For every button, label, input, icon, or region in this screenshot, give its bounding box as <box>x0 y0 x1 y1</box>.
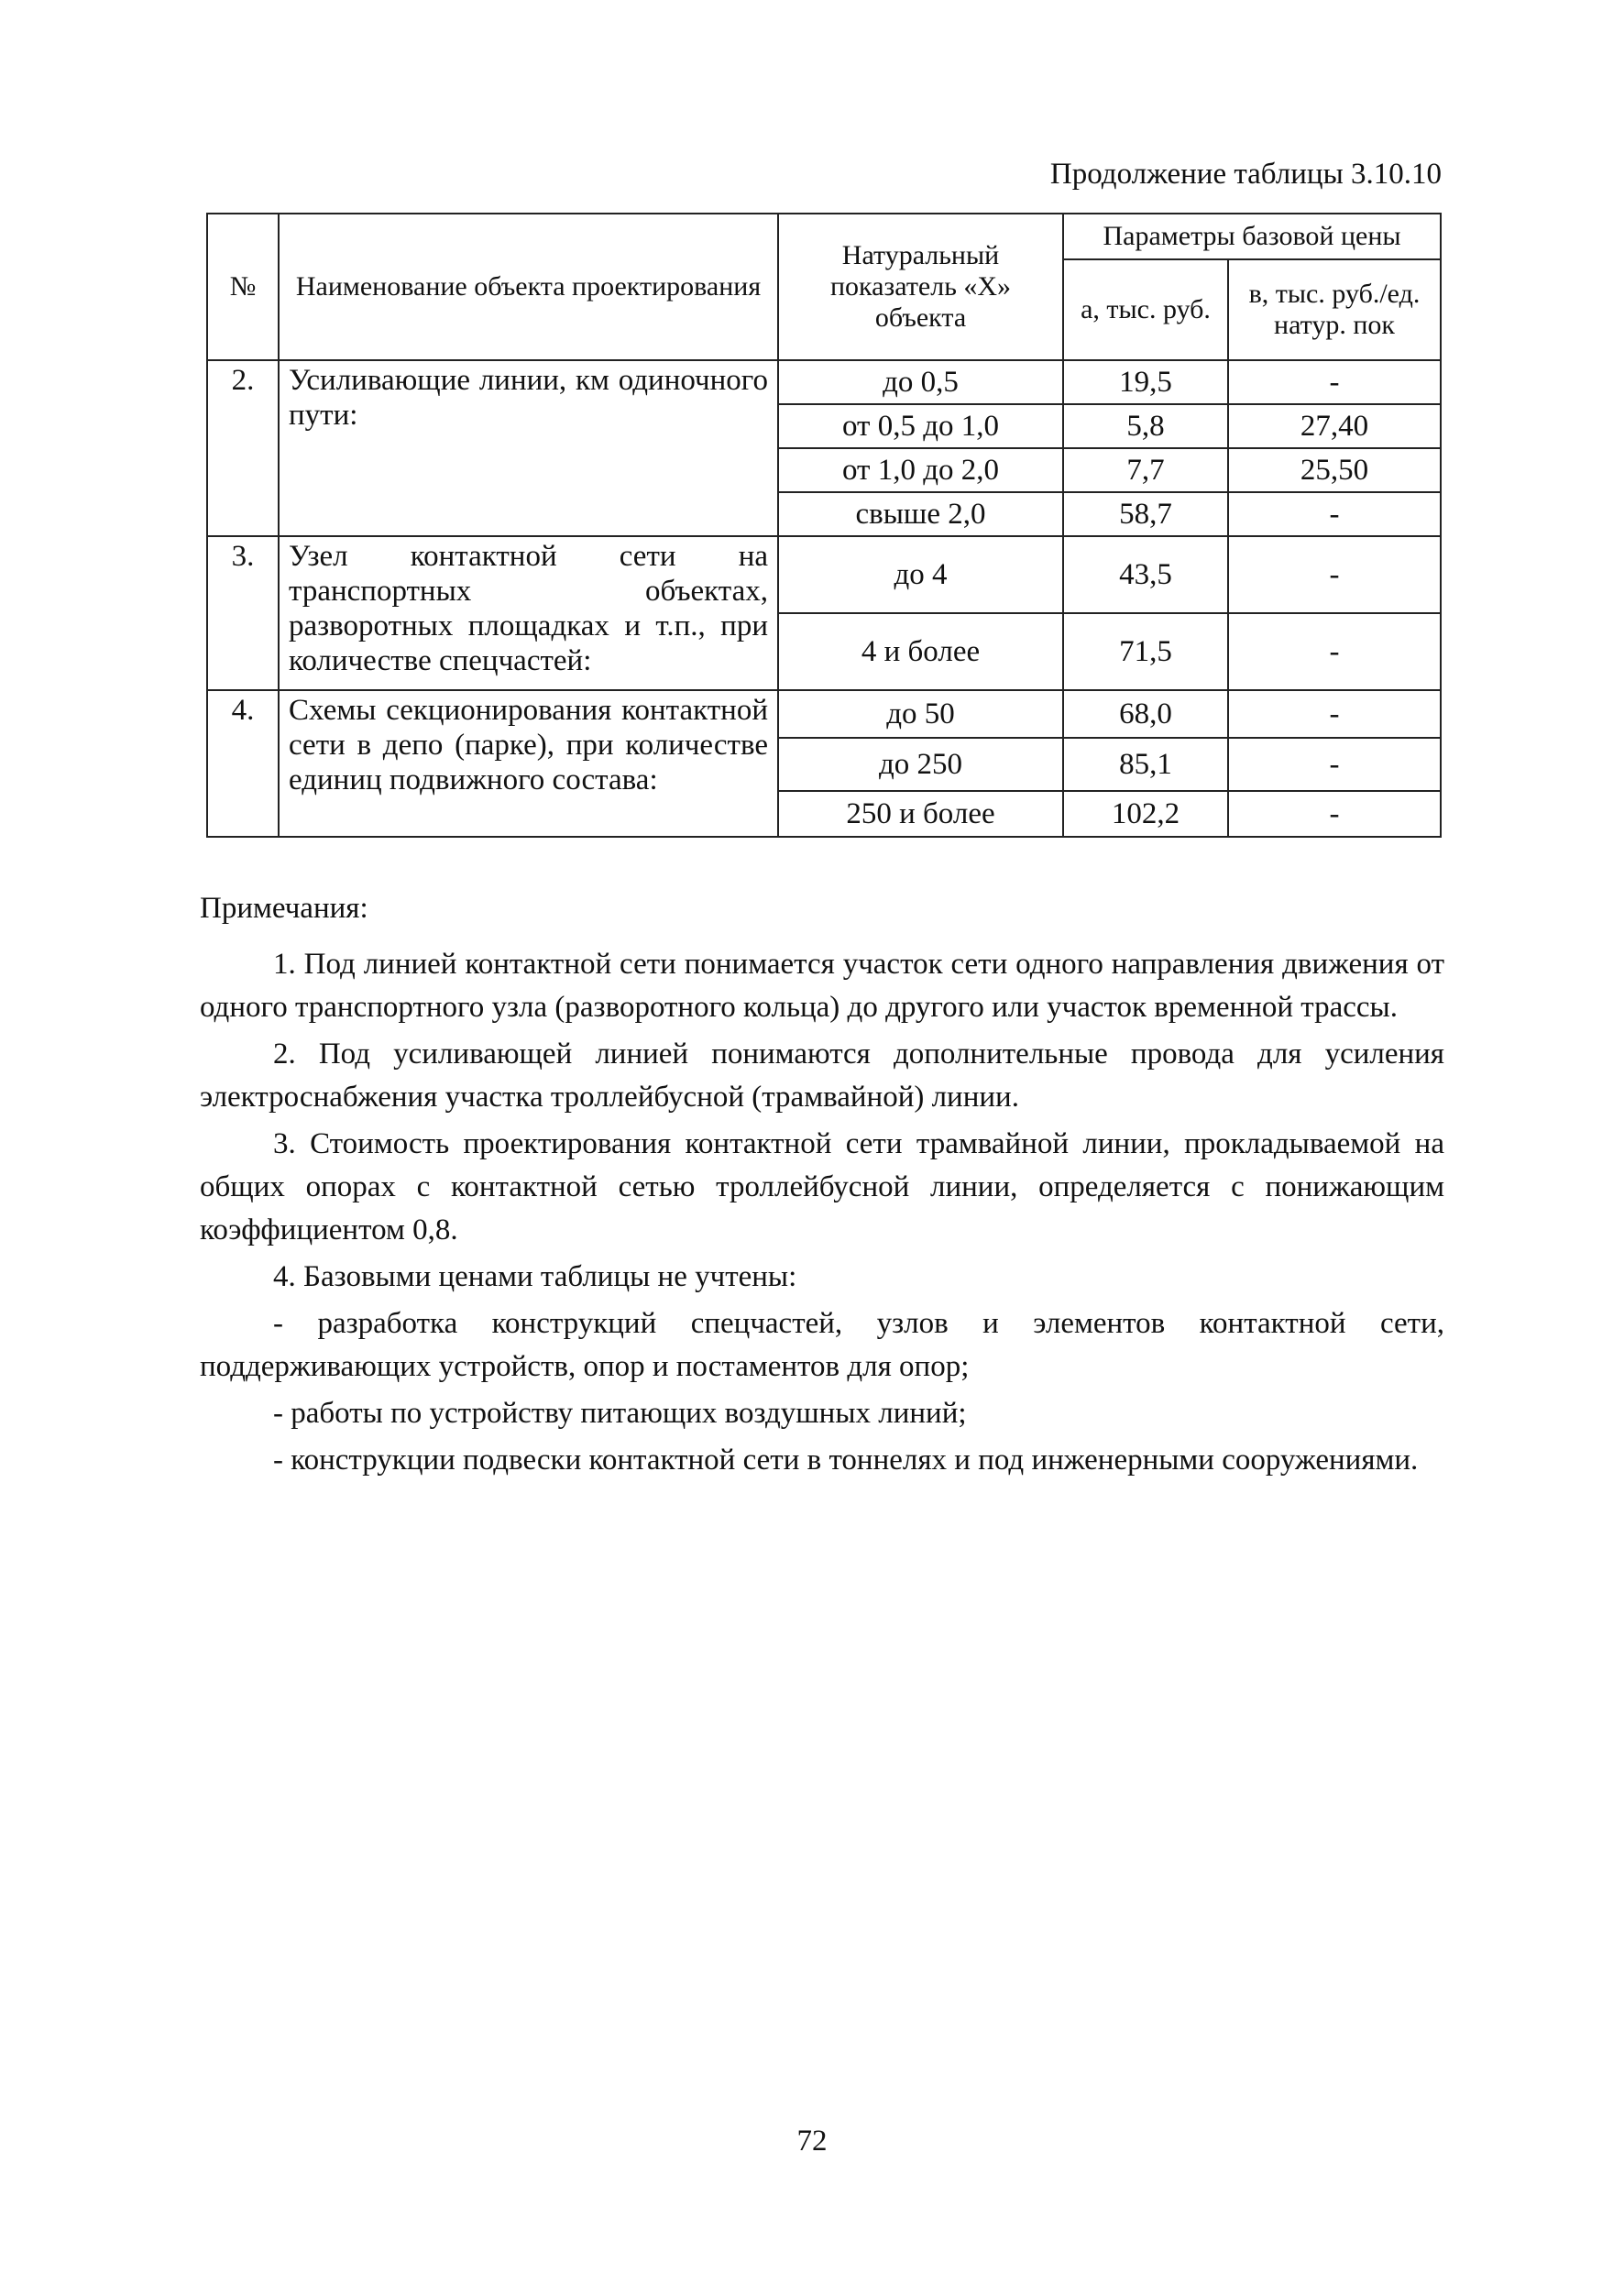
price-b: - <box>1228 791 1441 837</box>
note-item: - конструкции подвески контактной сети в тоннелях и под инженерными сооружениями. <box>273 1444 1419 1477</box>
table-row <box>207 536 1441 613</box>
header-params: Параметры базовой цены <box>1063 214 1441 259</box>
indicator-value: до 0,5 <box>778 360 1063 404</box>
price-b: - <box>1228 536 1441 613</box>
row-number: 2. <box>207 360 279 536</box>
note-item: 3. Стоимость проектирования контактной сети трамвайной линии, прокладываемой на общих опорах с контактной сетью троллейбусной линии, определяется с понижающим коэффициентом 0,8. <box>200 1127 1444 1246</box>
price-a: 71,5 <box>1063 613 1228 690</box>
notes-section <box>200 887 1444 1486</box>
indicator-value: свыше 2,0 <box>778 492 1063 536</box>
header-b: в, тыс. руб./ед. натур. пок <box>1228 259 1441 360</box>
price-a: 43,5 <box>1063 536 1228 613</box>
price-b: 27,40 <box>1228 404 1441 448</box>
header-a: а, тыс. руб. <box>1063 259 1228 360</box>
object-name: Схемы секционирования контактной сети в депо (парке), при количестве единиц подвижного состава: <box>279 690 778 837</box>
price-a: 68,0 <box>1063 690 1228 738</box>
price-a: 85,1 <box>1063 738 1228 791</box>
indicator-value: до 4 <box>778 536 1063 613</box>
note-item: - разработка конструкций спецчастей, узлов и элементов контактной сети, поддерживающих устройств, опор и постаментов для опор; <box>200 1307 1444 1383</box>
note-item: 4. Базовыми ценами таблицы не учтены: <box>273 1260 797 1293</box>
indicator-value: 4 и более <box>778 613 1063 690</box>
table-row <box>207 360 1441 404</box>
header-indicator: Натуральный показатель «Х» объекта <box>778 214 1063 360</box>
header-name: Наименование объекта проектирования <box>279 214 778 360</box>
price-b: 25,50 <box>1228 448 1441 492</box>
indicator-value: от 0,5 до 1,0 <box>778 404 1063 448</box>
note-item: 1. Под линией контактной сети понимается участок сети одного направления движения от одного транспортного узла (разворотного кольца) до другого или участок временной трассы. <box>200 948 1444 1024</box>
indicator-value: 250 и более <box>778 791 1063 837</box>
indicator-value: до 250 <box>778 738 1063 791</box>
indicator-value: от 1,0 до 2,0 <box>778 448 1063 492</box>
note-item: - работы по устройству питающих воздушных линий; <box>273 1397 967 1430</box>
price-b: - <box>1228 738 1441 791</box>
notes-title: Примечания: <box>200 892 368 925</box>
object-name: Узел контактной сети на транспортных объектах, разворотных площадках и т.п., при количестве спецчастей: <box>279 536 778 690</box>
table-caption: Продолжение таблицы 3.10.10 <box>1049 158 1442 191</box>
row-number: 4. <box>207 690 279 837</box>
header-num: № <box>207 214 279 360</box>
price-a: 19,5 <box>1063 360 1228 404</box>
note-item: 2. Под усиливающей линией понимаются дополнительные провода для усиления электроснабжения участка троллейбусной (трамвайной) линии. <box>200 1038 1444 1114</box>
price-b: - <box>1228 492 1441 536</box>
price-b: - <box>1228 613 1441 690</box>
price-b: - <box>1228 360 1441 404</box>
price-a: 7,7 <box>1063 448 1228 492</box>
price-b: - <box>1228 690 1441 738</box>
price-a: 102,2 <box>1063 791 1228 837</box>
row-number: 3. <box>207 536 279 690</box>
price-a: 5,8 <box>1063 404 1228 448</box>
indicator-value: до 50 <box>778 690 1063 738</box>
page-number: 72 <box>796 2125 828 2158</box>
price-a: 58,7 <box>1063 492 1228 536</box>
price-table <box>206 213 1442 838</box>
object-name: Усиливающие линии, км одиночного пути: <box>279 360 778 536</box>
table-row <box>207 690 1441 738</box>
